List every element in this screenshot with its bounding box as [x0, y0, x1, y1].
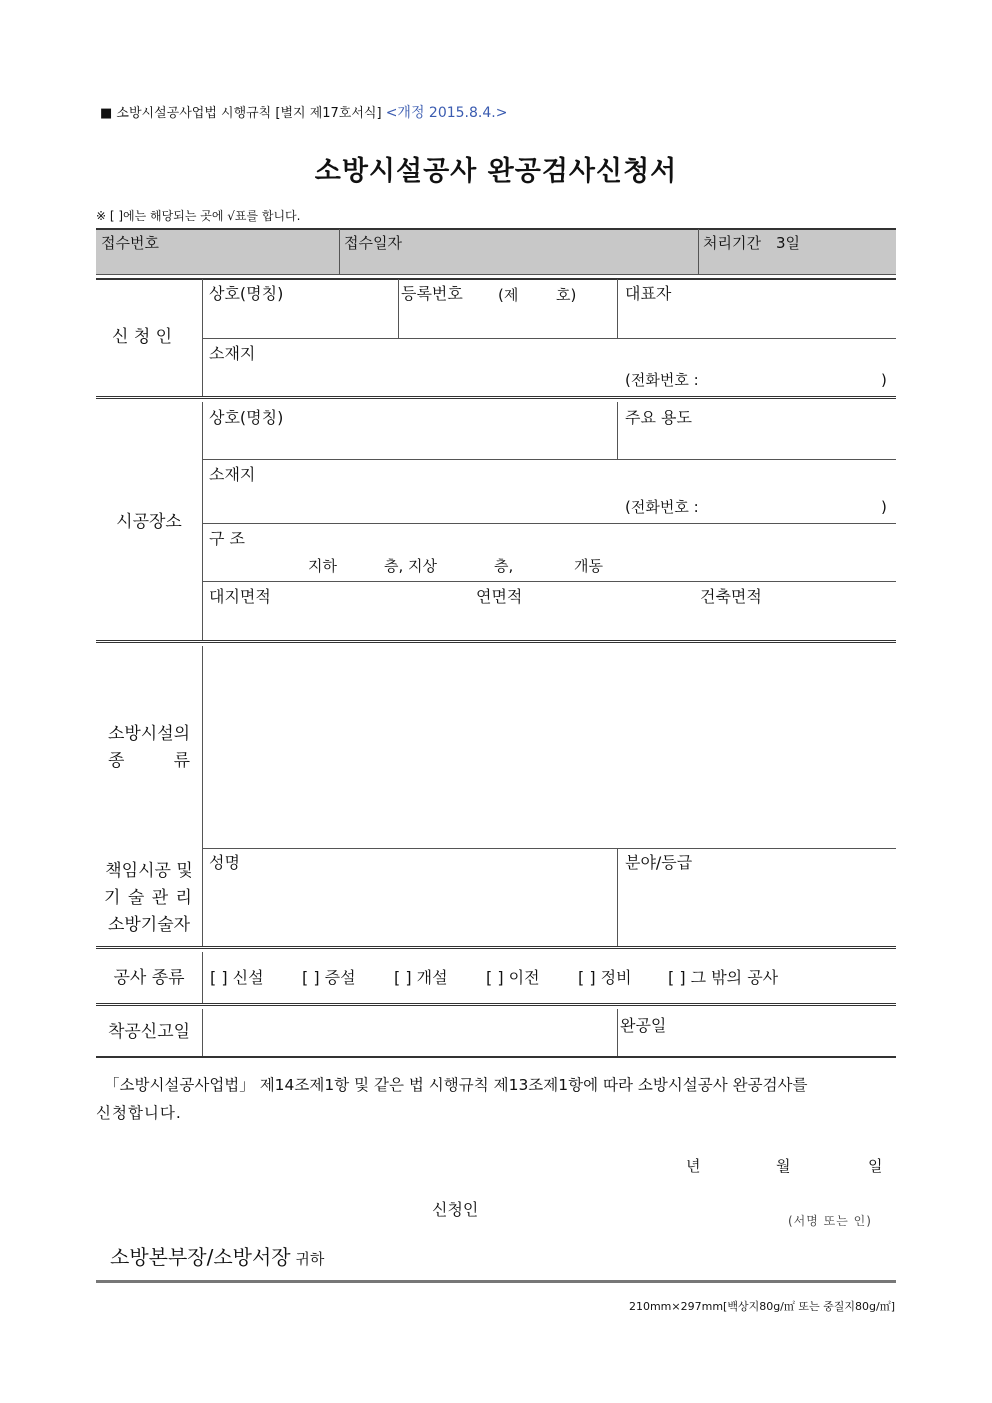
signer-label: 신청인: [432, 1200, 479, 1219]
completion-date-label: 완공일: [620, 1016, 667, 1035]
site-phone-label: (전화번호 :: [625, 498, 699, 516]
applicant-address-label: 소재지: [209, 344, 256, 363]
revision-note: <개정 2015.8.4.>: [385, 105, 508, 121]
addressee: 소방본부장/소방서장 귀하: [110, 1245, 325, 1269]
day-label: 일: [868, 1157, 883, 1175]
engineer-field-label: 분야/등급: [625, 853, 693, 872]
paper-spec: 210mm×297mm[백상지80g/㎡ 또는 중질지80g/㎡]: [628, 1300, 895, 1313]
floor-separator: 층, 지상: [384, 557, 438, 575]
facility-type-label: 소방시설의: [107, 724, 191, 744]
month-label: 월: [776, 1157, 791, 1175]
work-type-maintenance[interactable]: [ ] 정비: [578, 968, 632, 987]
form-reference: ■ 소방시설공사업법 시행규칙 [별지 제17호서식] <개정 2015.8.4.>: [100, 105, 508, 121]
basement-label: 지하: [308, 557, 337, 575]
work-type-relocation[interactable]: [ ] 이전: [486, 968, 540, 987]
registration-prefix: (제: [498, 286, 519, 304]
total-floor-area-label: 연면적: [476, 587, 523, 606]
buildings-label: 개동: [574, 557, 603, 575]
statement-line-2: 신청합니다.: [96, 1104, 182, 1122]
site-name-label: 상호(명칭): [209, 408, 284, 427]
receipt-date-label: 접수일자: [344, 234, 402, 252]
applicant-registration-label: 등록번호: [401, 284, 463, 303]
applicant-section-label: 신 청 인: [112, 327, 173, 347]
applicant-phone-label: (전화번호 :: [625, 371, 699, 389]
engineer-label-3: 소방기술자: [107, 915, 191, 935]
work-type-label: 공사 종류: [113, 968, 185, 988]
applicant-representative-label: 대표자: [625, 284, 672, 303]
site-section-label: 시공장소: [116, 512, 182, 532]
engineer-label-2: 기 술 관 리: [104, 888, 192, 908]
engineer-name-label: 성명: [209, 853, 240, 872]
start-report-date-label: 착공신고일: [107, 1022, 191, 1042]
page-title: 소방시설공사 완공검사신청서: [314, 156, 678, 187]
processing-period-value: 3일: [776, 234, 801, 252]
site-use-label: 주요 용도: [625, 408, 692, 427]
receipt-number-label: 접수번호: [101, 234, 159, 252]
facility-type-label-2: 종 류: [108, 751, 190, 771]
sign-hint: (서명 또는 인): [788, 1214, 872, 1228]
year-label: 년: [686, 1157, 701, 1175]
check-note: ※ [ ]에는 해당되는 곳에 √표를 합니다.: [96, 209, 301, 223]
building-area-label: 건축면적: [700, 587, 762, 606]
structure-label: 구 조: [209, 529, 245, 548]
statement-line-1: 「소방시설공사업법」 제14조제1항 및 같은 법 시행규칙 제13조제1항에 따라 소방시설공사 완공검사를: [104, 1076, 808, 1094]
applicant-name-label: 상호(명칭): [209, 284, 284, 303]
applicant-phone-close: ): [881, 371, 887, 389]
processing-period-label: 처리기간: [703, 234, 761, 252]
land-area-label: 대지면적: [209, 587, 271, 606]
work-type-renovation[interactable]: [ ] 개설: [394, 968, 448, 987]
site-phone-close: ): [881, 498, 887, 516]
floor-end: 층,: [494, 557, 514, 575]
work-type-new[interactable]: [ ] 신설: [210, 968, 264, 987]
engineer-label-1: 책임시공 및: [105, 861, 193, 881]
registration-suffix: 호): [556, 286, 577, 304]
site-address-label: 소재지: [209, 465, 256, 484]
work-type-extension[interactable]: [ ] 증설: [302, 968, 356, 987]
work-type-other[interactable]: [ ] 그 밖의 공사: [668, 968, 779, 987]
